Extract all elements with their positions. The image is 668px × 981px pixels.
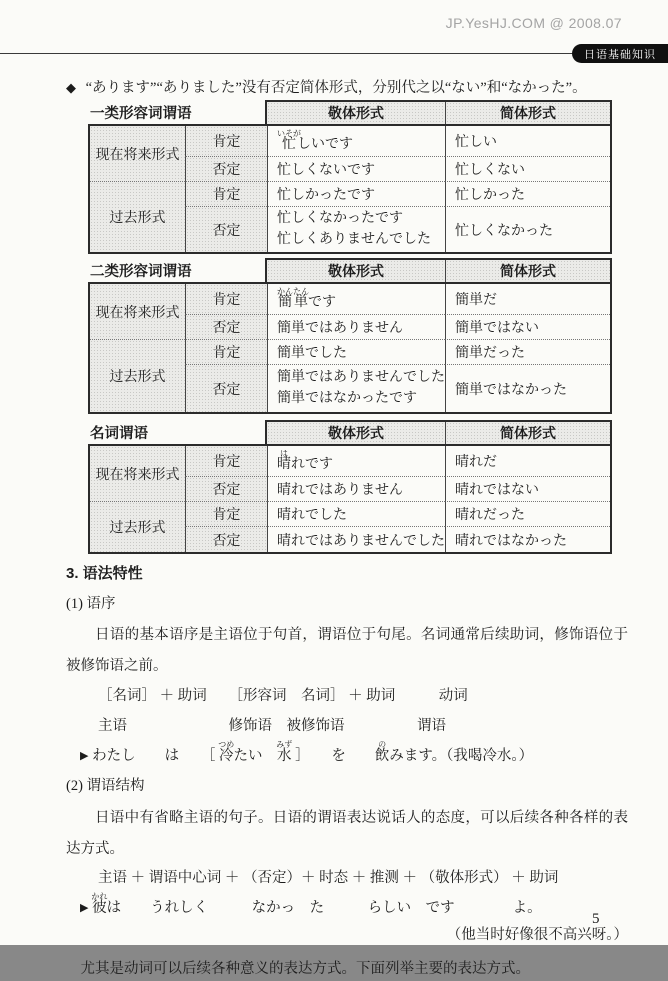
grammar-heading: 3. 语法特性: [66, 565, 143, 582]
plain-form-cell: 簡単ではない: [445, 314, 610, 339]
closing-paragraph: 尤其是动词可以后续各种意义的表达方式。下面列举主要的表达方式。: [80, 961, 530, 978]
plain-form-cell: 晴れだった: [445, 501, 610, 526]
table-body: [88, 444, 612, 554]
predicate-formula: 主语 ＋ 谓语中心词 ＋ （否定）＋ 时态 ＋ 推测 ＋ （敬体形式） ＋ 助词: [98, 869, 559, 886]
ruby-base: 冷: [218, 748, 235, 765]
subsection-predicate-label: (2) 谓语结构: [66, 777, 145, 794]
row-group-label: 现在将来形式: [90, 126, 185, 181]
table-column-headers: [265, 258, 612, 282]
plain-form-cell: 晴れだ: [445, 446, 610, 476]
ruby-base: 簡単: [277, 295, 309, 311]
polarity-label: 否定: [185, 206, 267, 252]
table-title: 名词谓语: [90, 425, 148, 442]
polarity-label: 肯定: [185, 339, 267, 364]
row-group-label: 现在将来形式: [90, 446, 185, 501]
section-tab-label: 日语基础知识: [584, 48, 656, 61]
row-group-label: 过去形式: [90, 339, 185, 412]
example-text: わたし は ［: [88, 748, 219, 765]
example-text: ］ を: [291, 748, 375, 765]
polarity-label: 否定: [185, 364, 267, 412]
row-group-label: 过去形式: [90, 181, 185, 252]
plain-form-cell: 晴れではない: [445, 476, 610, 501]
table-column-headers: [265, 100, 612, 124]
predicate-paragraph: 日语中有省略主语的句子。日语的谓语表达说话人的态度，可以后续各种各样的表达方式。: [66, 809, 628, 857]
arrow-bullet-icon: ▶: [80, 901, 89, 914]
table-top-row: [88, 420, 612, 444]
polarity-label: 否定: [185, 476, 267, 501]
polarity-label: 肯定: [185, 284, 267, 314]
conjugation-table-i-adjective: [88, 100, 612, 254]
polarity-label: 否定: [185, 156, 267, 181]
polite-form-line: 忙しくなかったです: [277, 211, 403, 227]
conjugation-table-na-adjective: [88, 258, 612, 414]
plain-form-cell: 忙しい: [445, 126, 610, 156]
column-header-polite: 敬体形式: [267, 102, 445, 124]
page-number: 5: [592, 911, 600, 927]
example-text: は うれしく なかっ た らしい です よ。: [106, 899, 542, 916]
plain-form-cell: 簡単だった: [445, 339, 610, 364]
polarity-label: 肯定: [185, 446, 267, 476]
plain-form-cell: 忙しくなかった: [445, 206, 610, 252]
row-group-label: 过去形式: [90, 501, 185, 552]
column-header-plain: 简体形式: [445, 102, 610, 124]
plain-form-cell: 忙しかった: [445, 181, 610, 206]
conjugation-table-noun: [88, 420, 612, 554]
table-body: [88, 282, 612, 414]
furigana: かんたん: [277, 287, 309, 297]
polarity-label: 否定: [185, 526, 267, 552]
table-top-row: [88, 258, 612, 282]
polite-form-cell: 晴れではありません: [267, 476, 445, 501]
polite-form-cell: [267, 284, 445, 314]
table-title: 一类形容词谓语: [90, 105, 192, 122]
plain-form-cell: 簡単ではなかった: [445, 364, 610, 412]
table-title: 二类形容词谓语: [90, 263, 192, 280]
word-order-example-line: [80, 740, 628, 768]
example-text: みます。（我喝冷水。）: [389, 748, 534, 765]
polarity-label: 肯定: [185, 181, 267, 206]
plain-form-cell: 晴れではなかった: [445, 526, 610, 552]
note-text: “あります”“ありました”没有否定简体形式，分别代之以“ない”和“なかった”。: [85, 80, 587, 96]
word-order-paragraph: 日语的基本语序是主语位于句首，谓语位于句尾。名词通常后续助词，修饰语位于被修饰语之前。: [66, 627, 628, 675]
polarity-label: 肯定: [185, 501, 267, 526]
polite-form-line: 簡単ではありませんでした: [277, 370, 445, 386]
polite-form-cell: 晴れでした: [267, 501, 445, 526]
furigana: つめ: [218, 740, 235, 750]
header-divider: [0, 53, 668, 54]
subsection-word-order-label: (1) 语序: [66, 595, 116, 612]
predicate-example-line: [80, 892, 628, 920]
polite-form-cell: 忙しくないです: [267, 156, 445, 181]
polite-form-cell: [267, 364, 445, 412]
ruby-base: 晴: [277, 457, 291, 473]
column-header-plain: 简体形式: [445, 260, 610, 282]
furigana: いそが: [277, 129, 301, 139]
table-column-headers: [265, 420, 612, 444]
polite-form-cell: [267, 446, 445, 476]
table-body: [88, 124, 612, 254]
section-tab: [572, 44, 668, 63]
ruby-base: 彼: [91, 899, 108, 916]
ruby-base: 水: [276, 748, 293, 765]
diamond-bullet-icon: ◆: [66, 80, 76, 95]
furigana: は: [277, 449, 291, 459]
table-top-row: [88, 100, 612, 124]
furigana: かれ: [91, 891, 108, 901]
word-order-formula: ［名词］ ＋ 助词 ［形容词 名词］ ＋ 助词 动词: [98, 687, 468, 704]
note-line: [66, 76, 636, 97]
polite-form-cell: [267, 126, 445, 156]
row-group-label: 现在将来形式: [90, 284, 185, 339]
polarity-label: 否定: [185, 314, 267, 339]
arrow-bullet-icon: ▶: [80, 750, 89, 763]
word-order-roles-line: 主语 修饰语 被修饰语 谓语: [98, 718, 446, 735]
watermark-text: JP.YesHJ.COM @ 2008.07: [445, 15, 622, 31]
column-header-polite: 敬体形式: [267, 422, 445, 444]
polite-form-cell: 簡単でした: [267, 339, 445, 364]
example-text: たい: [233, 748, 277, 765]
polite-form-cell: 晴れではありませんでした: [267, 526, 445, 552]
polite-form-cell: [267, 206, 445, 252]
plain-form-cell: 簡単だ: [445, 284, 610, 314]
furigana: の: [374, 740, 390, 750]
column-header-plain: 简体形式: [445, 422, 610, 444]
polite-form-cell: 忙しかったです: [267, 181, 445, 206]
furigana: みず: [276, 740, 293, 750]
grammar-section: [66, 563, 628, 981]
ruby-base: 飲: [374, 748, 390, 765]
polite-form-text: です: [308, 295, 336, 311]
plain-form-cell: 忙しくない: [445, 156, 610, 181]
polite-form-line: 忙しくありませんでした: [277, 231, 431, 247]
example-translation: （他当时好像很不高兴呀。）: [446, 927, 628, 944]
column-header-polite: 敬体形式: [267, 260, 445, 282]
ruby-base: 忙: [277, 137, 301, 153]
polite-form-cell: 簡単ではありません: [267, 314, 445, 339]
polite-form-text: れです: [291, 457, 333, 473]
polite-form-text: しいです: [297, 137, 353, 153]
polite-form-line: 簡単ではなかったです: [277, 390, 417, 406]
polarity-label: 肯定: [185, 126, 267, 156]
